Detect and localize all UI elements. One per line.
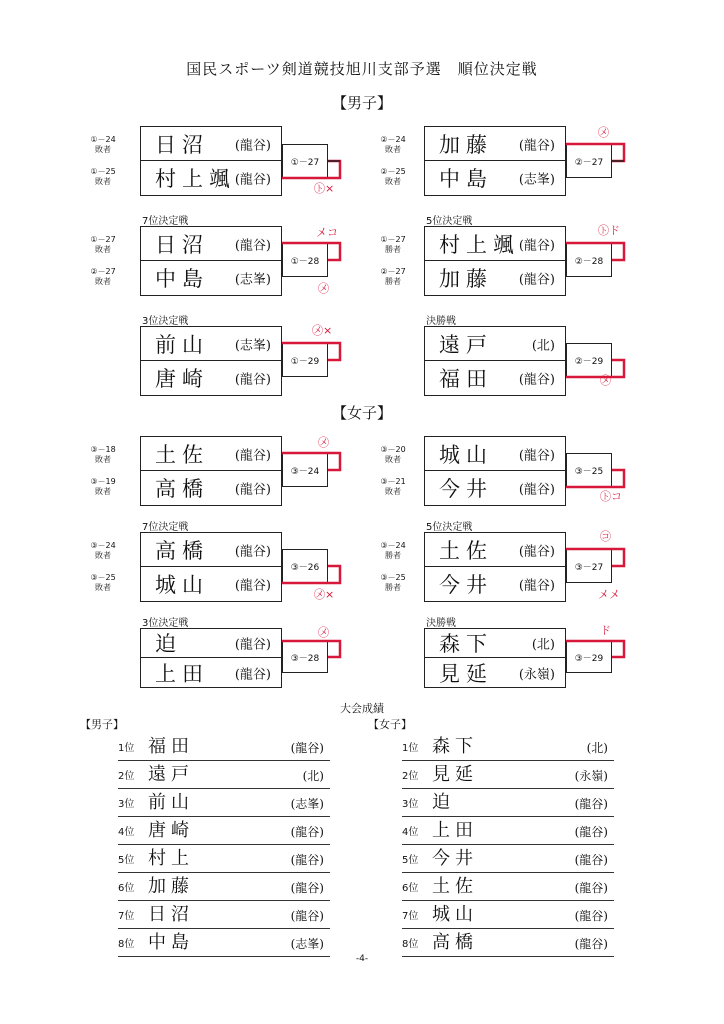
competitor-name: 福田 bbox=[439, 367, 493, 391]
results-men-label: 【男子】 bbox=[80, 718, 124, 731]
competitor-name: 前山 bbox=[155, 332, 209, 357]
w4-source-top: ③－24 勝者 bbox=[380, 541, 406, 560]
w6-title: 決勝戦 bbox=[426, 618, 456, 629]
w3-win-line bbox=[282, 566, 340, 583]
m2-match-id: ②－27 bbox=[566, 144, 612, 178]
m6-win-line bbox=[566, 360, 624, 377]
w3-source-top: ③－24 敗者 bbox=[90, 541, 116, 560]
m3-mark-bottom: ㋱ bbox=[318, 282, 329, 295]
results-women-list bbox=[402, 728, 614, 984]
w3-source-bottom: ③－25 敗者 bbox=[90, 573, 116, 592]
w4-mark-top: ㋙ bbox=[600, 530, 611, 543]
w2-match-id: ③－25 bbox=[566, 453, 612, 487]
school-name: (龍谷) bbox=[234, 637, 271, 653]
school-name: (龍谷) bbox=[518, 544, 555, 559]
list-item: 2位 遠戸 (北) bbox=[118, 756, 330, 789]
m2-mark: ㋱ bbox=[598, 126, 609, 139]
school-name: (北) bbox=[531, 637, 555, 653]
w5-mark: ㋱ bbox=[318, 626, 329, 639]
w2-win-line bbox=[566, 470, 624, 487]
list-item: 4位 上田 (龍谷) bbox=[402, 812, 614, 845]
m6-title: 決勝戦 bbox=[426, 316, 456, 327]
list-item: 2位 見延 (永嶺) bbox=[402, 756, 614, 789]
list-item: 1位 福田 (龍谷) bbox=[118, 728, 330, 761]
m4-source-bottom: ②－27 勝者 bbox=[380, 267, 406, 286]
m3-source-top: ①－27 敗者 bbox=[90, 235, 116, 254]
results-women-label: 【女子】 bbox=[368, 718, 412, 731]
w3-title: 7位決定戦 bbox=[142, 522, 189, 533]
m5-title: 3位決定戦 bbox=[142, 316, 189, 327]
m5-mark: ㋱× bbox=[312, 324, 333, 337]
w3-mark: ㋱× bbox=[314, 588, 335, 601]
page-number: -4- bbox=[355, 954, 369, 964]
competitor-name: 日沼 bbox=[155, 232, 209, 257]
w1-source-bottom: ③－19 敗者 bbox=[90, 477, 116, 496]
school-name: (龍谷) bbox=[234, 372, 271, 388]
competitor-name: 遠戸 bbox=[439, 332, 493, 357]
competitor-name: 見延 bbox=[439, 661, 493, 686]
m2-win-line bbox=[612, 144, 624, 161]
men-section-label: 【男子】 bbox=[331, 94, 392, 112]
women-section-label: 【女子】 bbox=[331, 404, 392, 422]
m1-source-top: ①－24 敗者 bbox=[90, 135, 116, 154]
w4-match-id: ③－27 bbox=[566, 549, 612, 583]
list-item: 8位 高橋 (龍谷) bbox=[402, 924, 614, 957]
w2-source-bottom: ③－21 敗者 bbox=[380, 477, 406, 496]
competitor-name: 城山 bbox=[439, 442, 493, 467]
m1-win-line bbox=[328, 161, 340, 178]
school-name: (龍谷) bbox=[234, 544, 271, 559]
list-item: 7位 日沼 (龍谷) bbox=[118, 896, 330, 929]
competitor-name: 土佐 bbox=[439, 538, 493, 563]
m5-win-line bbox=[282, 343, 340, 360]
competitor-name: 唐崎 bbox=[155, 367, 209, 391]
w6-win-line bbox=[566, 641, 624, 657]
school-name: (龍谷) bbox=[234, 578, 271, 594]
school-name: (龍谷) bbox=[234, 172, 271, 188]
school-name: (龍谷) bbox=[234, 448, 271, 463]
m4-source-top: ①－27 勝者 bbox=[380, 235, 406, 254]
m3-match-id: ①－28 bbox=[282, 243, 328, 277]
competitor-name: 中島 bbox=[439, 167, 493, 191]
m3-win-line bbox=[282, 243, 340, 260]
school-name: (龍谷) bbox=[518, 372, 555, 388]
competitor-name: 加藤 bbox=[439, 267, 493, 291]
school-name: (龍谷) bbox=[518, 482, 555, 498]
m2-source-top: ②－24 敗者 bbox=[380, 135, 406, 154]
competitor-name: 上田 bbox=[155, 661, 209, 686]
m6-match-id: ②－29 bbox=[566, 343, 612, 377]
list-item: 6位 土佐 (龍谷) bbox=[402, 868, 614, 901]
results-title: 大会成績 bbox=[340, 702, 384, 715]
list-item: 4位 唐崎 (龍谷) bbox=[118, 812, 330, 845]
list-item: 3位 迫 (龍谷) bbox=[402, 784, 614, 817]
m2-source-bottom: ②－25 敗者 bbox=[380, 167, 406, 186]
w4-source-bottom: ③－25 勝者 bbox=[380, 573, 406, 592]
competitor-name: 迫 bbox=[155, 632, 182, 656]
school-name: (永嶺) bbox=[518, 667, 555, 682]
list-item: 6位 加藤 (龍谷) bbox=[118, 868, 330, 901]
school-name: (志峯) bbox=[234, 272, 271, 288]
m5-match-id: ①－29 bbox=[282, 343, 328, 377]
m3-title: 7位決定戦 bbox=[142, 216, 189, 227]
school-name: (龍谷) bbox=[234, 667, 271, 682]
m1-source-bottom: ①－25 敗者 bbox=[90, 167, 116, 186]
list-item: 3位 前山 (志峯) bbox=[118, 784, 330, 817]
m3-mark-top: メコ bbox=[316, 226, 338, 239]
m4-title: 5位決定戦 bbox=[426, 216, 473, 227]
m3-source-bottom: ②－27 敗者 bbox=[90, 267, 116, 286]
competitor-name: 加藤 bbox=[439, 132, 493, 157]
competitor-name: 今井 bbox=[439, 573, 493, 597]
school-name: (龍谷) bbox=[234, 482, 271, 498]
w1-mark: ㋱ bbox=[318, 436, 329, 449]
school-name: (龍谷) bbox=[518, 272, 555, 288]
competitor-name: 中島 bbox=[155, 267, 209, 291]
results-men-list bbox=[118, 728, 330, 984]
w6-match-id: ③－29 bbox=[566, 641, 612, 673]
list-item: 1位 森下 (北) bbox=[402, 728, 614, 761]
school-name: (志峯) bbox=[518, 172, 555, 188]
school-name: (龍谷) bbox=[518, 578, 555, 594]
competitor-name: 土佐 bbox=[155, 442, 209, 467]
school-name: (龍谷) bbox=[234, 138, 271, 153]
school-name: (龍谷) bbox=[518, 238, 555, 253]
w2-source-top: ③－20 敗者 bbox=[380, 445, 406, 464]
m1-mark: ㋣× bbox=[314, 182, 335, 195]
m4-match-id: ②－28 bbox=[566, 243, 612, 277]
competitor-name: 村上颯 bbox=[155, 167, 236, 191]
w1-win-line bbox=[282, 453, 340, 470]
list-item: 5位 村上 (龍谷) bbox=[118, 840, 330, 873]
competitor-name: 日沼 bbox=[155, 132, 209, 157]
competitor-name: 城山 bbox=[155, 573, 209, 597]
w4-win-line bbox=[566, 549, 624, 566]
w5-title: 3位決定戦 bbox=[142, 618, 189, 629]
list-item: 8位 中島 (志峯) bbox=[118, 924, 330, 957]
m4-mark: ㋣ド bbox=[598, 224, 620, 237]
competitor-name: 森下 bbox=[439, 632, 493, 656]
m6-mark: ㋱ bbox=[600, 374, 611, 387]
competitor-name: 高橋 bbox=[155, 538, 209, 563]
list-item: 7位 城山 (龍谷) bbox=[402, 896, 614, 929]
competitor-name: 今井 bbox=[439, 477, 493, 501]
page-title: 国民スポーツ剣道競技旭川支部予選 順位決定戦 bbox=[186, 60, 538, 78]
w3-match-id: ③－26 bbox=[282, 549, 328, 583]
competitor-name: 高橋 bbox=[155, 477, 209, 501]
w5-match-id: ③－28 bbox=[282, 641, 328, 673]
w6-mark: ド bbox=[600, 624, 611, 637]
w2-mark: ㋣コ bbox=[600, 490, 622, 503]
school-name: (北) bbox=[531, 338, 555, 353]
list-item: 5位 今井 (龍谷) bbox=[402, 840, 614, 873]
m4-win-line bbox=[566, 243, 624, 260]
w1-source-top: ③－18 敗者 bbox=[90, 445, 116, 464]
school-name: (龍谷) bbox=[234, 238, 271, 253]
w4-title: 5位決定戦 bbox=[426, 522, 473, 533]
w1-match-id: ③－24 bbox=[282, 453, 328, 487]
w4-mark-bottom: メメ bbox=[598, 588, 620, 601]
school-name: (志峯) bbox=[234, 338, 271, 353]
school-name: (龍谷) bbox=[518, 138, 555, 153]
w5-win-line bbox=[282, 641, 340, 657]
school-name: (龍谷) bbox=[518, 448, 555, 463]
m1-match-id: ①－27 bbox=[282, 144, 328, 178]
competitor-name: 村上颯 bbox=[439, 232, 520, 257]
